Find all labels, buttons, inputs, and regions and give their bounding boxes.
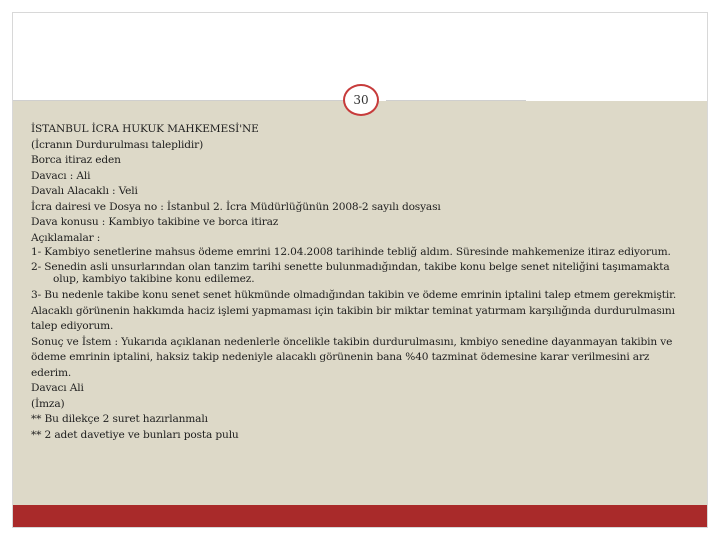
plaintiff-line: Davacı : Ali (31, 169, 91, 182)
footer-accent-bar (13, 505, 707, 527)
note-line: ** 2 adet davetiye ve bunları posta pulu (31, 428, 239, 441)
court-heading: İSTANBUL İCRA HUKUK MAHKEMESİ'NE (31, 123, 259, 135)
signature-name: Davacı Ali (31, 382, 84, 394)
page-number-badge (343, 84, 379, 116)
note-line: ** Bu dilekçe 2 suret hazırlanmalı (31, 413, 208, 425)
explanations-heading: Açıklamalar : (31, 231, 101, 244)
explanation-item-2: 2- Senedin asli unsurlarından olan tanzim tarihi senette bulunmadığından, takibe konu belge senet niteliğini taşımamakta olup, kambiyo takibine konu edilemez. (31, 261, 670, 285)
debtor-objection-line: Borca itiraz eden (31, 154, 121, 166)
explanation-item-3: 3- Bu nedenle takibe konu senet senet hükmünde olmadığından takibin ve ödeme emrinin iptalini talep etmem gerekmiştir. Alacaklı görünenin hakkımda haciz işlemi yapmaması için takibin bir miktar teminat yatırmam karşılığında durdurulmasını talep ediyorum. (31, 289, 677, 332)
explanation-item-1: 1- Kambiyo senetlerine mahsus ödeme emrini 12.04.2008 tarihinde tebliğ aldım. Süresinde mahkemenize itiraz ediyorum. (31, 246, 671, 258)
defendant-line: Davalı Alacaklı : Veli (31, 185, 138, 197)
petition-subtitle: (İcranın Durdurulması taleplidir) (31, 138, 204, 151)
office-file-line: İcra dairesi ve Dosya no : İstanbul 2. İcra Müdürlüğünün 2008-2 sayılı dosyası (31, 200, 441, 213)
signature-label: (İmza) (31, 397, 65, 410)
page-number: 30 (353, 93, 369, 107)
subject-line: Dava konusu : Kambiyo takibine ve borca itiraz (31, 216, 279, 228)
petition-text (31, 122, 691, 443)
conclusion-paragraph: Sonuç ve İstem : Yukarıda açıklanan nedenlerle öncelikle takibin durdurulmasını, kmbiyo senedine dayanmayan takibin ve ödeme emrinin iptalini, haksiz takip nedeniyle alacaklı görünenin bana %40 tazminat ödemesine karar verilmesini arz ederim. (31, 335, 673, 379)
